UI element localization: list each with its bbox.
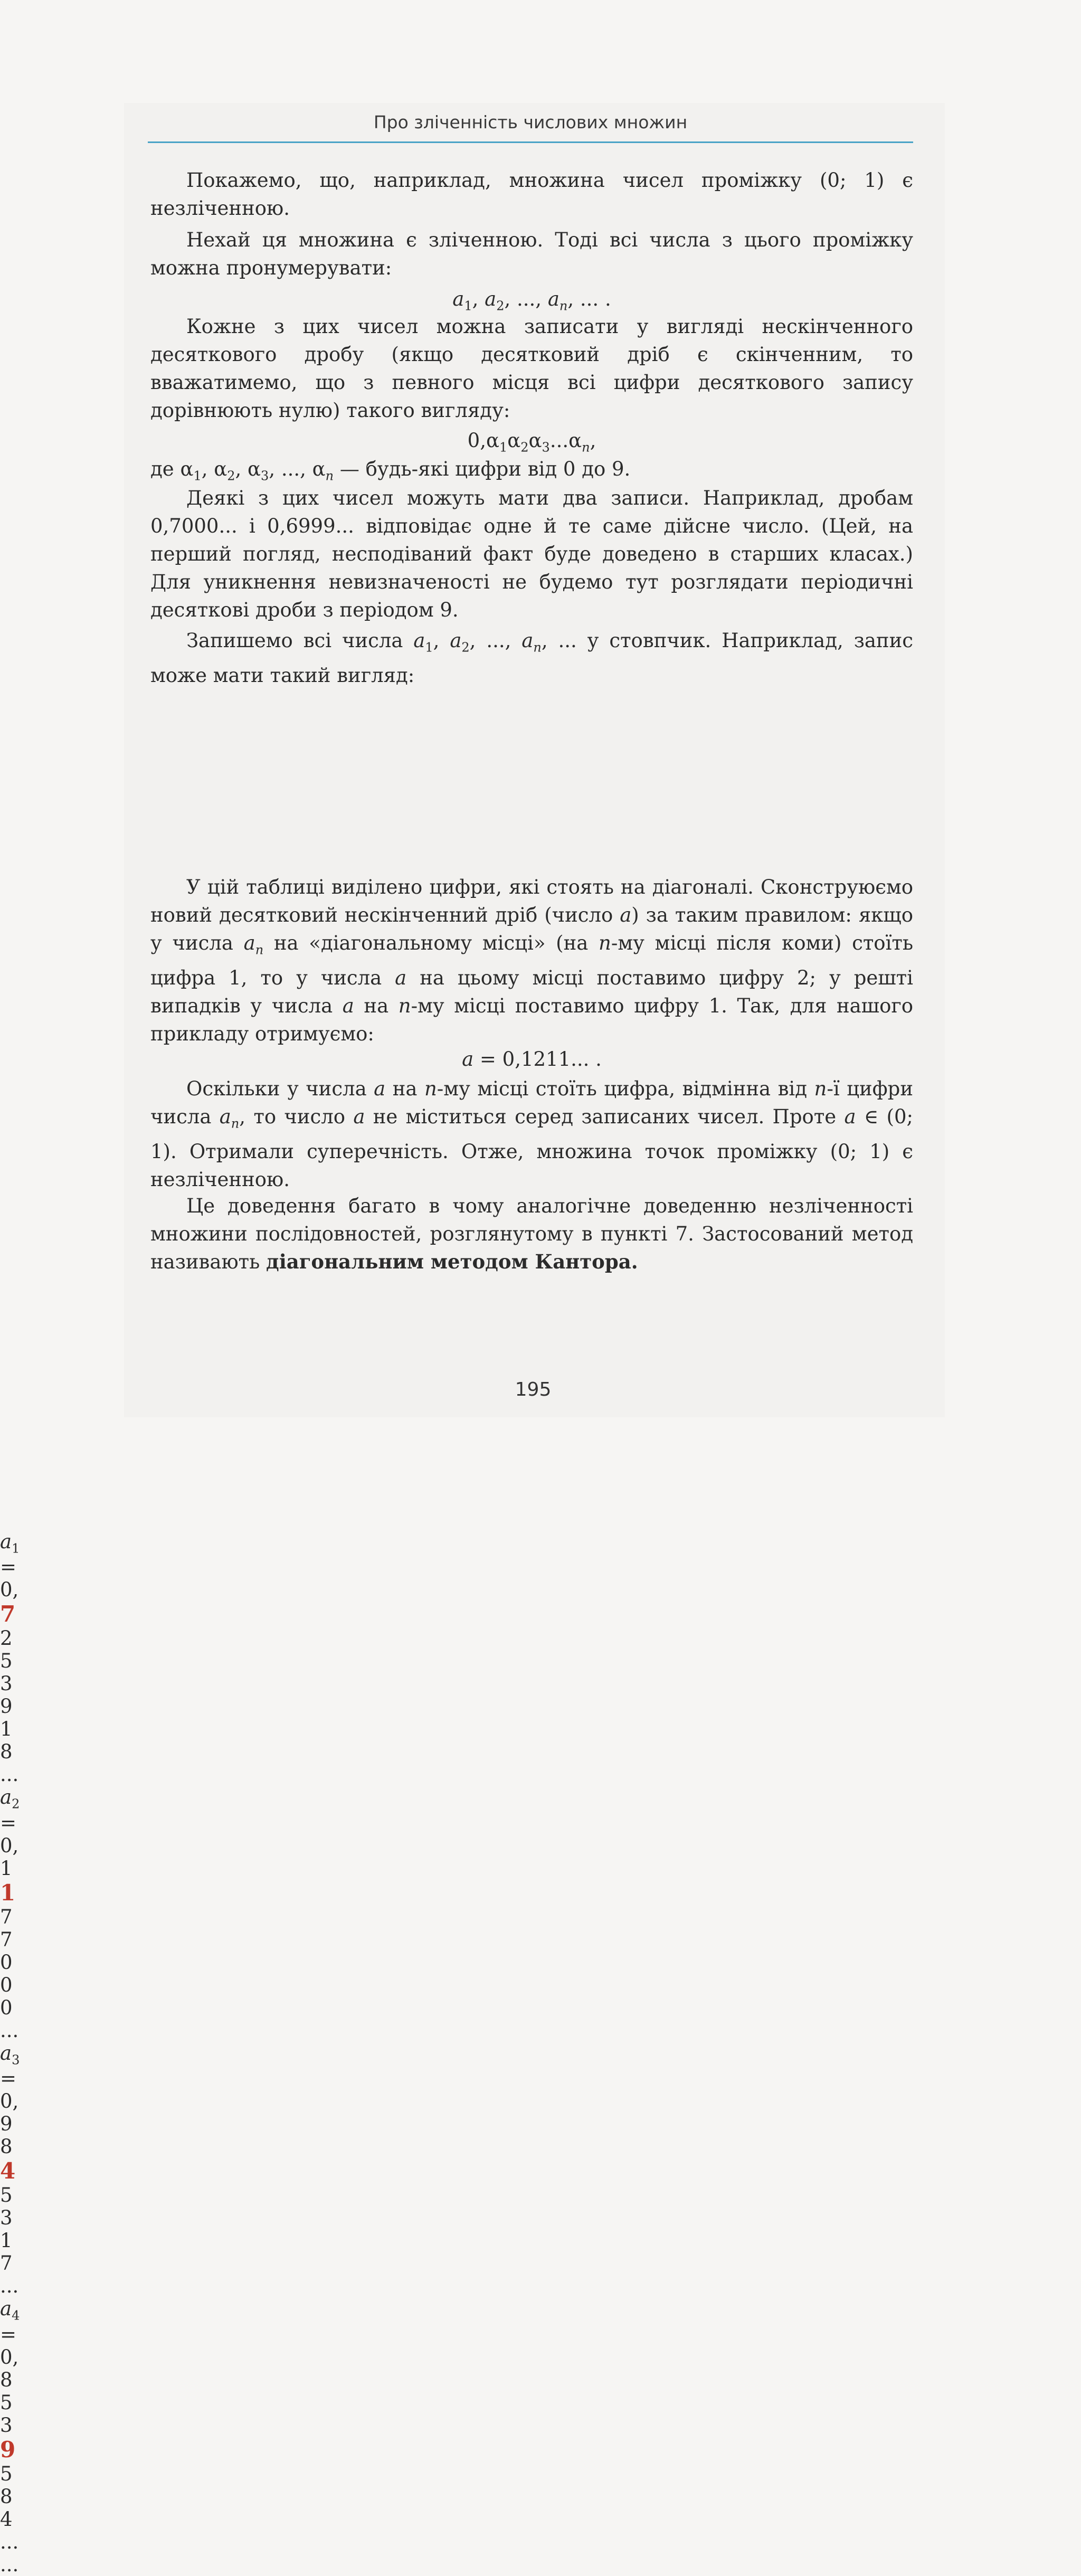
equation-result: a = 0,1211... . [462, 1048, 602, 1071]
digit: 8 [0, 1740, 13, 1764]
row-label: $a_4$ [0, 2297, 20, 2323]
digit: 1 [0, 2229, 13, 2252]
digit: 8 [0, 2135, 13, 2158]
digit: 8 [0, 2485, 13, 2508]
zero-comma: 0, [0, 2345, 19, 2369]
cantor-method-term: діагональним методом Кантора. [266, 1250, 638, 1273]
row-ellipsis: ... [0, 1763, 19, 1786]
paragraph-two-records: Деякі з цих чисел можуть мати два записи. Наприклад, дробам 0,7000... і 0,6999... відповідає одне й те саме дійсне число. (Цей, на перший погляд, несподіваний факт буде доведено в старших класах.) Для уникнення невизначеності не будемо тут розглядати періодичні десяткові дроби з періодом 9. [150, 487, 913, 621]
page-number: 195 [515, 1379, 552, 1400]
row-ellipsis: ... [0, 2275, 19, 2298]
equals-sign: = [0, 2067, 17, 2090]
zero-comma: 0, [0, 1578, 19, 1602]
digit: 9 [0, 2113, 13, 2136]
paragraph-column: Запишемо всі числа $a_1$, $a_2$, ..., $a_n$, ... у стовпчик. Наприклад, запис може мати такий вигляд: [150, 629, 913, 687]
row-label: $a_3$ [0, 2041, 20, 2068]
row-label: $a_1$ [0, 1530, 20, 1556]
digit: 3 [0, 1672, 13, 1696]
zero-comma: 0, [0, 2090, 19, 2113]
equation-sequence: $a_1$, $a_2$, ..., $a_n$, ... . [452, 288, 611, 314]
paragraph-assumption: Нехай ця множина є зліченною. Тоді всі числа з цього проміжку можна пронумерувати: [150, 229, 913, 279]
equals-sign: = [0, 1811, 17, 1834]
digit: 1 [0, 1857, 13, 1880]
paragraph-intro: Покажемо, що, наприклад, множина чисел проміжку (0; 1) є незліченною. [150, 169, 913, 220]
diagonal-digit: 1 [0, 1879, 16, 1906]
digit: 2 [0, 1627, 13, 1650]
digit: 4 [0, 2507, 13, 2531]
digit: 0 [0, 1950, 13, 1974]
digit: 0 [0, 1973, 13, 1996]
paragraph-cantor [150, 1192, 913, 1276]
digit: 5 [0, 2462, 13, 2485]
header-rule [148, 141, 913, 143]
table-vdots: ... [0, 2553, 19, 2576]
digit: 1 [0, 1718, 13, 1741]
row-label: $a_2$ [0, 1786, 20, 1812]
digit: 7 [0, 1928, 13, 1951]
digit: 5 [0, 2184, 13, 2207]
diagonal-digit: 4 [0, 2158, 16, 2184]
paragraph-decimal: Кожне з цих чисел можна записати у вигляді нескінченного десяткового дробу (якщо десятковий дріб є скінченним, то вважатимемо, що з певного місця всі цифри десяткового запису дорівнюють нулю) такого вигляду: [150, 315, 913, 422]
equals-sign: = [0, 2323, 17, 2346]
digit: 7 [0, 2252, 13, 2275]
equals-sign: = [0, 1556, 17, 1579]
diagonal-digit: 7 [0, 1601, 16, 1627]
row-ellipsis: ... [0, 2530, 19, 2553]
paragraph-digits: де $\alpha_1$, $\alpha_2$, $\alpha_3$, ..., $\alpha_n$ — будь-які цифри від 0 до 9. [150, 458, 631, 484]
paragraph-contradiction: Оскільки у числа a на n-му місці стоїть цифра, відмінна від n-ї цифри числа $a_n$, то число a не міститься серед записаних чисел. Проте a ∈ (0; 1). Отримали суперечність. Отже, множина точок проміжку (0; 1) є незліченною. [150, 1077, 913, 1191]
digit: 7 [0, 1905, 13, 1928]
paragraph-construction: У цій таблиці виділено цифри, які стоять на діагоналі. Сконструюємо новий десятковий нескінченний дріб (число a) за таким правилом: якщо у числа $a_n$ на «діагональному місці» (на n-му місці після коми) стоїть цифра 1, то у числа a на цьому місці поставимо цифру 2; у решті випадків у числа a на n-му місці поставимо цифру 1. Так, для нашого прикладу отримуємо: [150, 876, 914, 1046]
row-ellipsis: ... [0, 2019, 19, 2042]
digit: 8 [0, 2368, 13, 2391]
cantor-text: Це доведення багато в чому аналогічне доведенню незліченності множини послідовностей, розглянутому в пункті 7. Застосований метод називають [150, 1195, 913, 1273]
digit: 5 [0, 1650, 13, 1673]
equation-decimal: $0,\alpha_1\alpha_2\alpha_3...\alpha_n$, [467, 429, 596, 455]
digit: 0 [0, 1996, 13, 2019]
zero-comma: 0, [0, 1834, 19, 1857]
diagonal-digit: 9 [0, 2436, 16, 2463]
page-header: Про зліченність числових множин [373, 112, 688, 132]
digit: 3 [0, 2413, 13, 2437]
digit: 5 [0, 2391, 13, 2414]
digit: 3 [0, 2206, 13, 2230]
digit: 9 [0, 1695, 13, 1718]
